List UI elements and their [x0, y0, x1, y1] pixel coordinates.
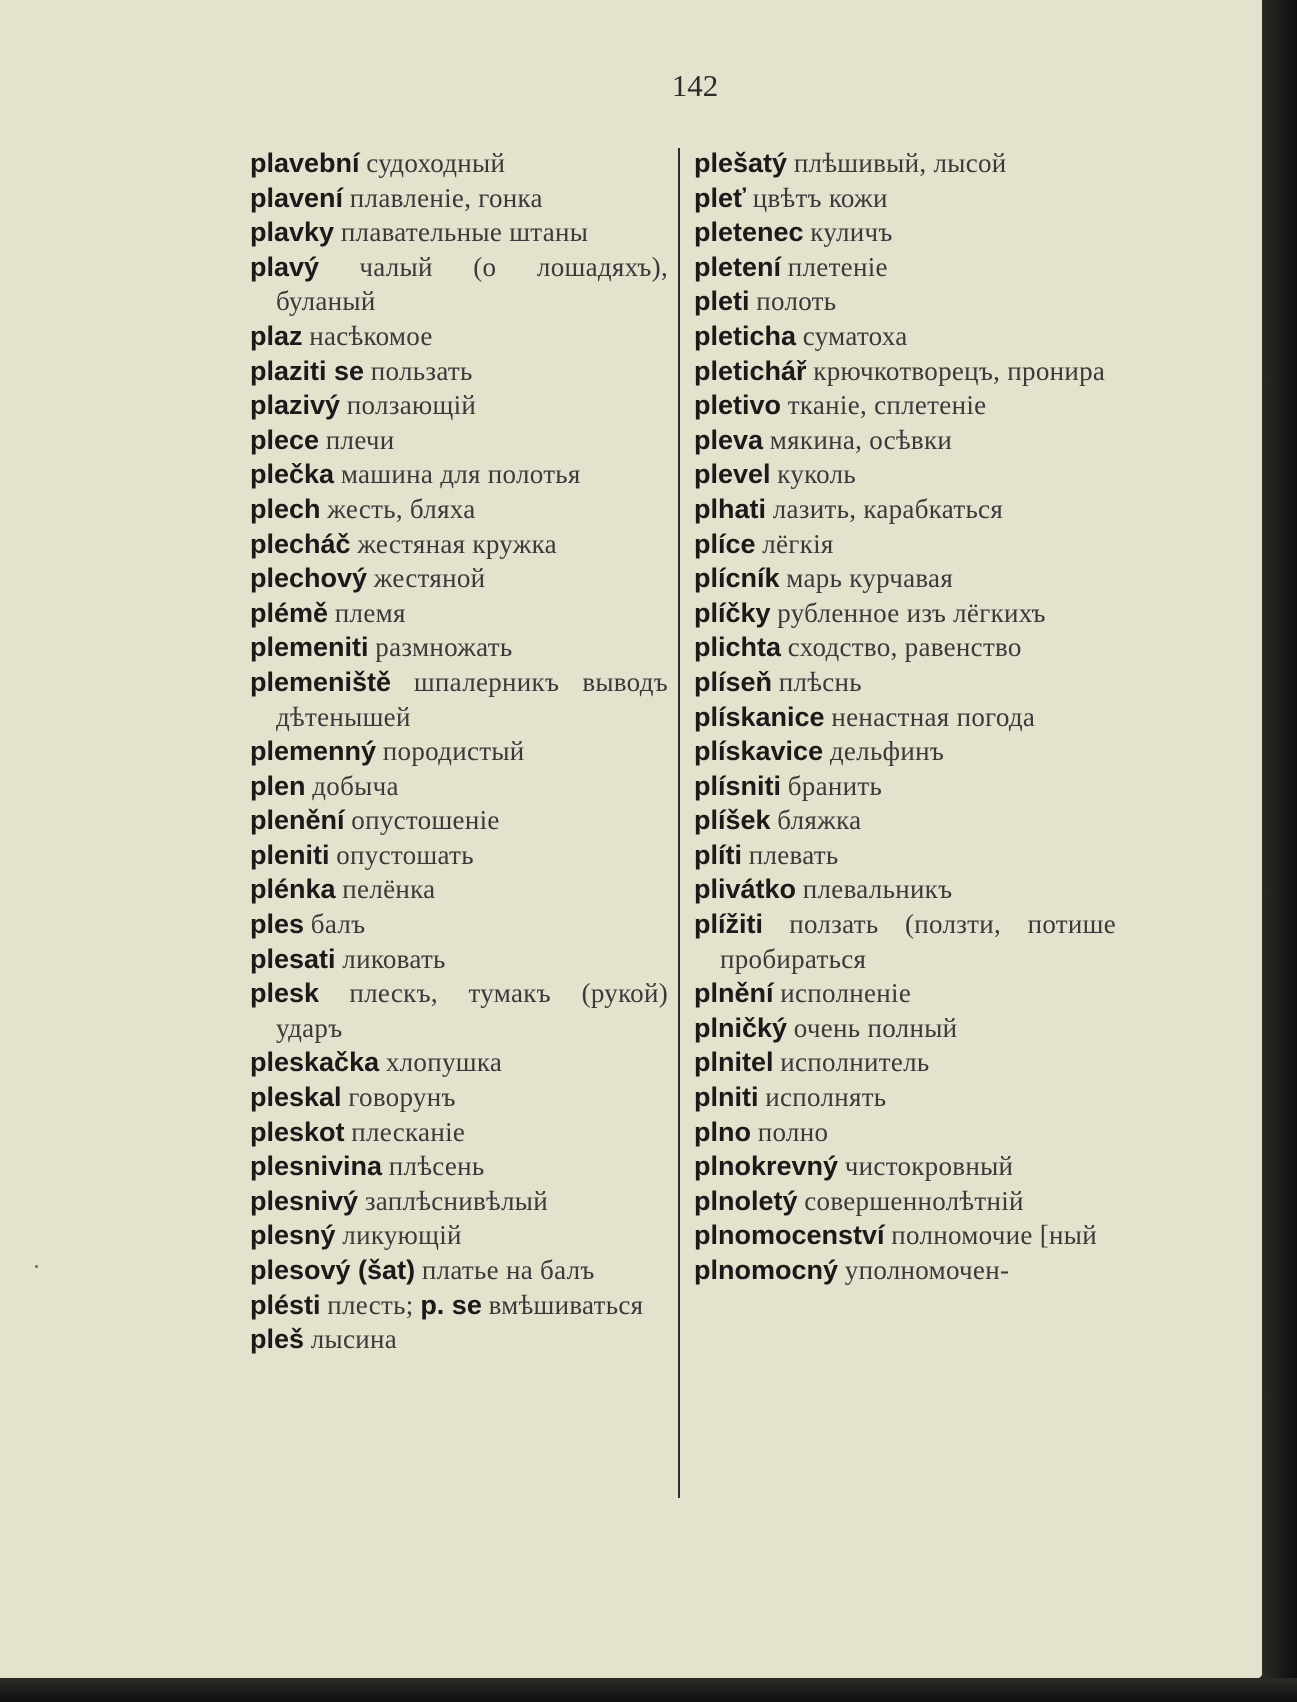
dictionary-entry: [694, 388, 1116, 423]
dictionary-entry: [694, 215, 1116, 250]
dictionary-entry: [250, 1322, 668, 1357]
translation: очень полный: [793, 1012, 958, 1043]
headword: plískanice: [694, 701, 825, 732]
translation: насѣкомое: [309, 320, 433, 351]
translation: плавленіе, гонка: [349, 182, 543, 213]
translation: лысина: [310, 1324, 398, 1355]
headword: pletenec: [694, 217, 804, 248]
dictionary-entry: [250, 215, 668, 250]
left-column: [250, 146, 668, 1357]
headword: plíti: [694, 839, 742, 870]
dictionary-entry: [250, 769, 668, 804]
translation: уполномочен-: [844, 1255, 1010, 1285]
translation: платье на балъ: [421, 1255, 595, 1285]
translation: дельфинъ: [829, 736, 945, 767]
dictionary-entry: [250, 146, 668, 181]
dictionary-entry: [250, 1253, 668, 1288]
dictionary-entry: [250, 1045, 668, 1080]
dictionary-entry: [694, 284, 1116, 319]
dictionary-entry: [250, 527, 668, 562]
dictionary-entry: [694, 872, 1116, 907]
dictionary-entry: [694, 1253, 1116, 1288]
dictionary-entry: [694, 354, 1116, 389]
translation: жестяная кружка: [357, 528, 557, 559]
sub-headword: p. se: [420, 1289, 482, 1320]
dictionary-entry: [694, 665, 1116, 700]
dictionary-entry: [694, 1184, 1116, 1219]
dictionary-entry: [694, 907, 1116, 976]
dictionary-entry: [694, 181, 1116, 216]
headword: plečka: [250, 459, 335, 490]
headword: plížiti: [694, 909, 763, 940]
headword: pletivo: [694, 390, 782, 421]
translation: плавательные штаны: [340, 217, 589, 248]
headword: plnitel: [694, 1047, 774, 1078]
translation: плѣснь: [778, 666, 862, 697]
translation: полно: [757, 1116, 829, 1147]
translation: чалый (о лошадяхъ), буланый: [276, 251, 669, 317]
translation: чистокровный: [844, 1151, 1014, 1182]
dictionary-entry: [250, 1184, 668, 1219]
headword: pleť: [694, 182, 746, 213]
headword: plesati: [250, 943, 336, 974]
dictionary-entry: [250, 976, 668, 1045]
sub-translation: вмѣшиваться: [488, 1289, 644, 1320]
translation: ликовать: [342, 943, 446, 974]
translation: бляжка: [777, 805, 862, 836]
headword: plísniti: [694, 770, 781, 801]
dictionary-entry: [250, 665, 668, 734]
translation: исполнитель: [780, 1047, 930, 1078]
headword: plesnivý: [250, 1185, 359, 1216]
dictionary-entry: [694, 1011, 1116, 1046]
headword: plíšek: [694, 805, 771, 836]
translation: сходство, равенство: [787, 632, 1022, 663]
translation: плескъ, тумакъ (рукой) ударъ: [276, 978, 668, 1043]
translation: куличъ: [810, 217, 893, 248]
headword: plískavice: [694, 736, 824, 767]
dictionary-entry: [694, 1115, 1116, 1150]
headword: plnomocný: [694, 1255, 839, 1285]
dictionary-entry: [694, 596, 1116, 631]
headword: plazivý: [250, 390, 341, 421]
dictionary-entry: [694, 1218, 1116, 1253]
translation: пелёнка: [342, 874, 436, 905]
headword: plno: [694, 1116, 751, 1147]
headword: plíce: [694, 528, 756, 559]
dictionary-entry: [694, 769, 1116, 804]
headword: plesový (šat): [250, 1255, 416, 1285]
translation: ползающій: [346, 390, 477, 421]
headword: pleskal: [250, 1082, 342, 1113]
translation: марь курчавая: [786, 563, 954, 594]
dictionary-entry: [250, 734, 668, 769]
dictionary-entry: [694, 146, 1116, 181]
dictionary-entry: [250, 942, 668, 977]
translation: полномочие [ный: [891, 1220, 1097, 1251]
headword: plavební: [250, 148, 360, 178]
translation: бранить: [787, 770, 883, 801]
dictionary-entry: [694, 1080, 1116, 1115]
headword: pleva: [694, 424, 764, 455]
dictionary-entry: [694, 423, 1116, 458]
headword: plenění: [250, 805, 345, 836]
translation: плетеніе: [787, 251, 888, 282]
dictionary-entry: [250, 1115, 668, 1150]
translation: судоходный: [366, 148, 506, 178]
headword: plíčky: [694, 597, 771, 628]
dictionary-entry: [250, 181, 668, 216]
right-column: [694, 146, 1116, 1288]
dictionary-entry: [250, 838, 668, 873]
page-bottom-shadow: [0, 1678, 1297, 1702]
headword: plénka: [250, 874, 336, 905]
headword: ples: [250, 909, 305, 940]
headword: plnomocenství: [694, 1220, 885, 1251]
dictionary-entry: [694, 527, 1116, 562]
translation: плесть;: [327, 1289, 414, 1320]
dictionary-entry: [250, 388, 668, 423]
dictionary-entry: [250, 354, 668, 389]
dictionary-entry: [250, 457, 668, 492]
translation: рубленное изъ лёгкихъ: [777, 597, 1046, 628]
dictionary-entry: [250, 1149, 668, 1184]
dictionary-entry: [250, 250, 668, 319]
translation: мякина, осѣвки: [769, 424, 953, 455]
headword: plavky: [250, 217, 335, 248]
translation: лёгкія: [762, 528, 834, 559]
translation: куколь: [777, 459, 857, 490]
headword: pleskot: [250, 1116, 345, 1147]
translation: добыча: [312, 770, 399, 801]
translation: плѣшивый, лысой: [793, 148, 1007, 178]
dictionary-entry: [250, 423, 668, 458]
headword: plémě: [250, 597, 329, 628]
dictionary-entry: [250, 872, 668, 907]
dictionary-entry: [250, 1288, 668, 1323]
dictionary-entry: [694, 700, 1116, 735]
dictionary-entry: [694, 1045, 1116, 1080]
dictionary-entry: [694, 492, 1116, 527]
headword: plesnivina: [250, 1151, 383, 1182]
headword: plícník: [694, 563, 780, 594]
headword: plaz: [250, 320, 303, 351]
headword: pleniti: [250, 839, 330, 870]
dictionary-entry: [250, 803, 668, 838]
translation: совершеннолѣтній: [804, 1185, 1024, 1216]
headword: plnění: [694, 978, 774, 1009]
dictionary-entry: [694, 803, 1116, 838]
translation: ползать (ползти, потише пробираться: [720, 909, 1117, 974]
headword: plivátko: [694, 874, 797, 905]
headword: pleskačka: [250, 1047, 380, 1078]
headword: plesný: [250, 1220, 336, 1251]
translation: полоть: [756, 286, 837, 317]
headword: plniti: [694, 1082, 759, 1113]
headword: plhati: [694, 493, 766, 524]
translation: крючкотворецъ, пронира: [813, 355, 1106, 386]
translation: породистый: [382, 736, 525, 767]
translation: размножать: [375, 632, 513, 663]
translation: плечи: [325, 424, 395, 455]
translation: исполненіе: [780, 978, 912, 1009]
dictionary-entry: [694, 976, 1116, 1011]
headword: plavý: [250, 251, 320, 282]
headword: plevel: [694, 459, 771, 490]
headword: plešatý: [694, 148, 788, 178]
dictionary-entry: [694, 630, 1116, 665]
dictionary-entry: [250, 907, 668, 942]
dictionary-entry: [250, 596, 668, 631]
translation: жесть, бляха: [327, 493, 476, 524]
translation: суматоха: [802, 320, 908, 351]
translation: опустошеніе: [351, 805, 500, 836]
headword: pletichář: [694, 355, 807, 386]
headword: plničký: [694, 1012, 788, 1043]
headword: plíseň: [694, 666, 773, 697]
translation: ликующій: [342, 1220, 462, 1251]
translation: говорунъ: [348, 1082, 456, 1113]
dictionary-entry: [694, 734, 1116, 769]
dictionary-entry: [250, 319, 668, 354]
translation: ненастная погода: [831, 701, 1036, 732]
headword: plnokrevný: [694, 1151, 839, 1182]
headword: pleticha: [694, 320, 797, 351]
translation: шпалерникъ выводъ дѣтенышей: [276, 666, 668, 732]
translation: тканіе, сплетеніе: [787, 390, 987, 421]
headword: plecháč: [250, 528, 351, 559]
dictionary-entry: [250, 1080, 668, 1115]
headword: plésti: [250, 1289, 321, 1320]
translation: балъ: [310, 909, 366, 940]
dictionary-entry: [694, 561, 1116, 596]
translation: лазить, карабкаться: [772, 493, 1004, 524]
translation: пользать: [370, 355, 473, 386]
translation: плѣсень: [388, 1151, 485, 1182]
headword: plnoletý: [694, 1185, 798, 1216]
translation: исполнять: [765, 1082, 887, 1113]
headword: plemeniště: [250, 666, 392, 697]
translation: заплѣснивѣлый: [364, 1185, 548, 1216]
headword: pletení: [694, 251, 782, 282]
dictionary-entry: [250, 492, 668, 527]
headword: plece: [250, 424, 320, 455]
headword: plichta: [694, 632, 782, 663]
translation: машина для полотья: [340, 459, 581, 490]
dictionary-entry: [694, 838, 1116, 873]
headword: plaziti se: [250, 355, 365, 386]
translation: жестяной: [373, 563, 486, 594]
dictionary-entry: [694, 319, 1116, 354]
translation: плесканіе: [351, 1116, 466, 1147]
headword: plesk: [250, 978, 320, 1009]
dictionary-entry: [250, 1218, 668, 1253]
dictionary-entry: [250, 561, 668, 596]
translation: плевать: [748, 839, 839, 870]
headword: plavení: [250, 182, 344, 213]
headword: pleš: [250, 1324, 305, 1355]
translation: племя: [334, 597, 406, 628]
page-number: 142: [671, 68, 719, 103]
headword: plemeniti: [250, 632, 369, 663]
headword: plemenný: [250, 736, 377, 767]
translation: цвѣтъ кожи: [752, 182, 888, 213]
translation: плевальникъ: [802, 874, 953, 905]
page-edge-shadow: [1262, 0, 1297, 1702]
dust-speck: [35, 1265, 38, 1268]
dictionary-entry: [694, 457, 1116, 492]
column-divider: [678, 148, 680, 1498]
headword: plech: [250, 493, 321, 524]
headword: plen: [250, 770, 306, 801]
headword: pleti: [694, 286, 750, 317]
dictionary-entry: [250, 630, 668, 665]
dictionary-entry: [694, 250, 1116, 285]
translation: хлопушка: [385, 1047, 503, 1078]
dictionary-entry: [694, 1149, 1116, 1184]
translation: опустошать: [336, 839, 474, 870]
headword: plechový: [250, 563, 368, 594]
